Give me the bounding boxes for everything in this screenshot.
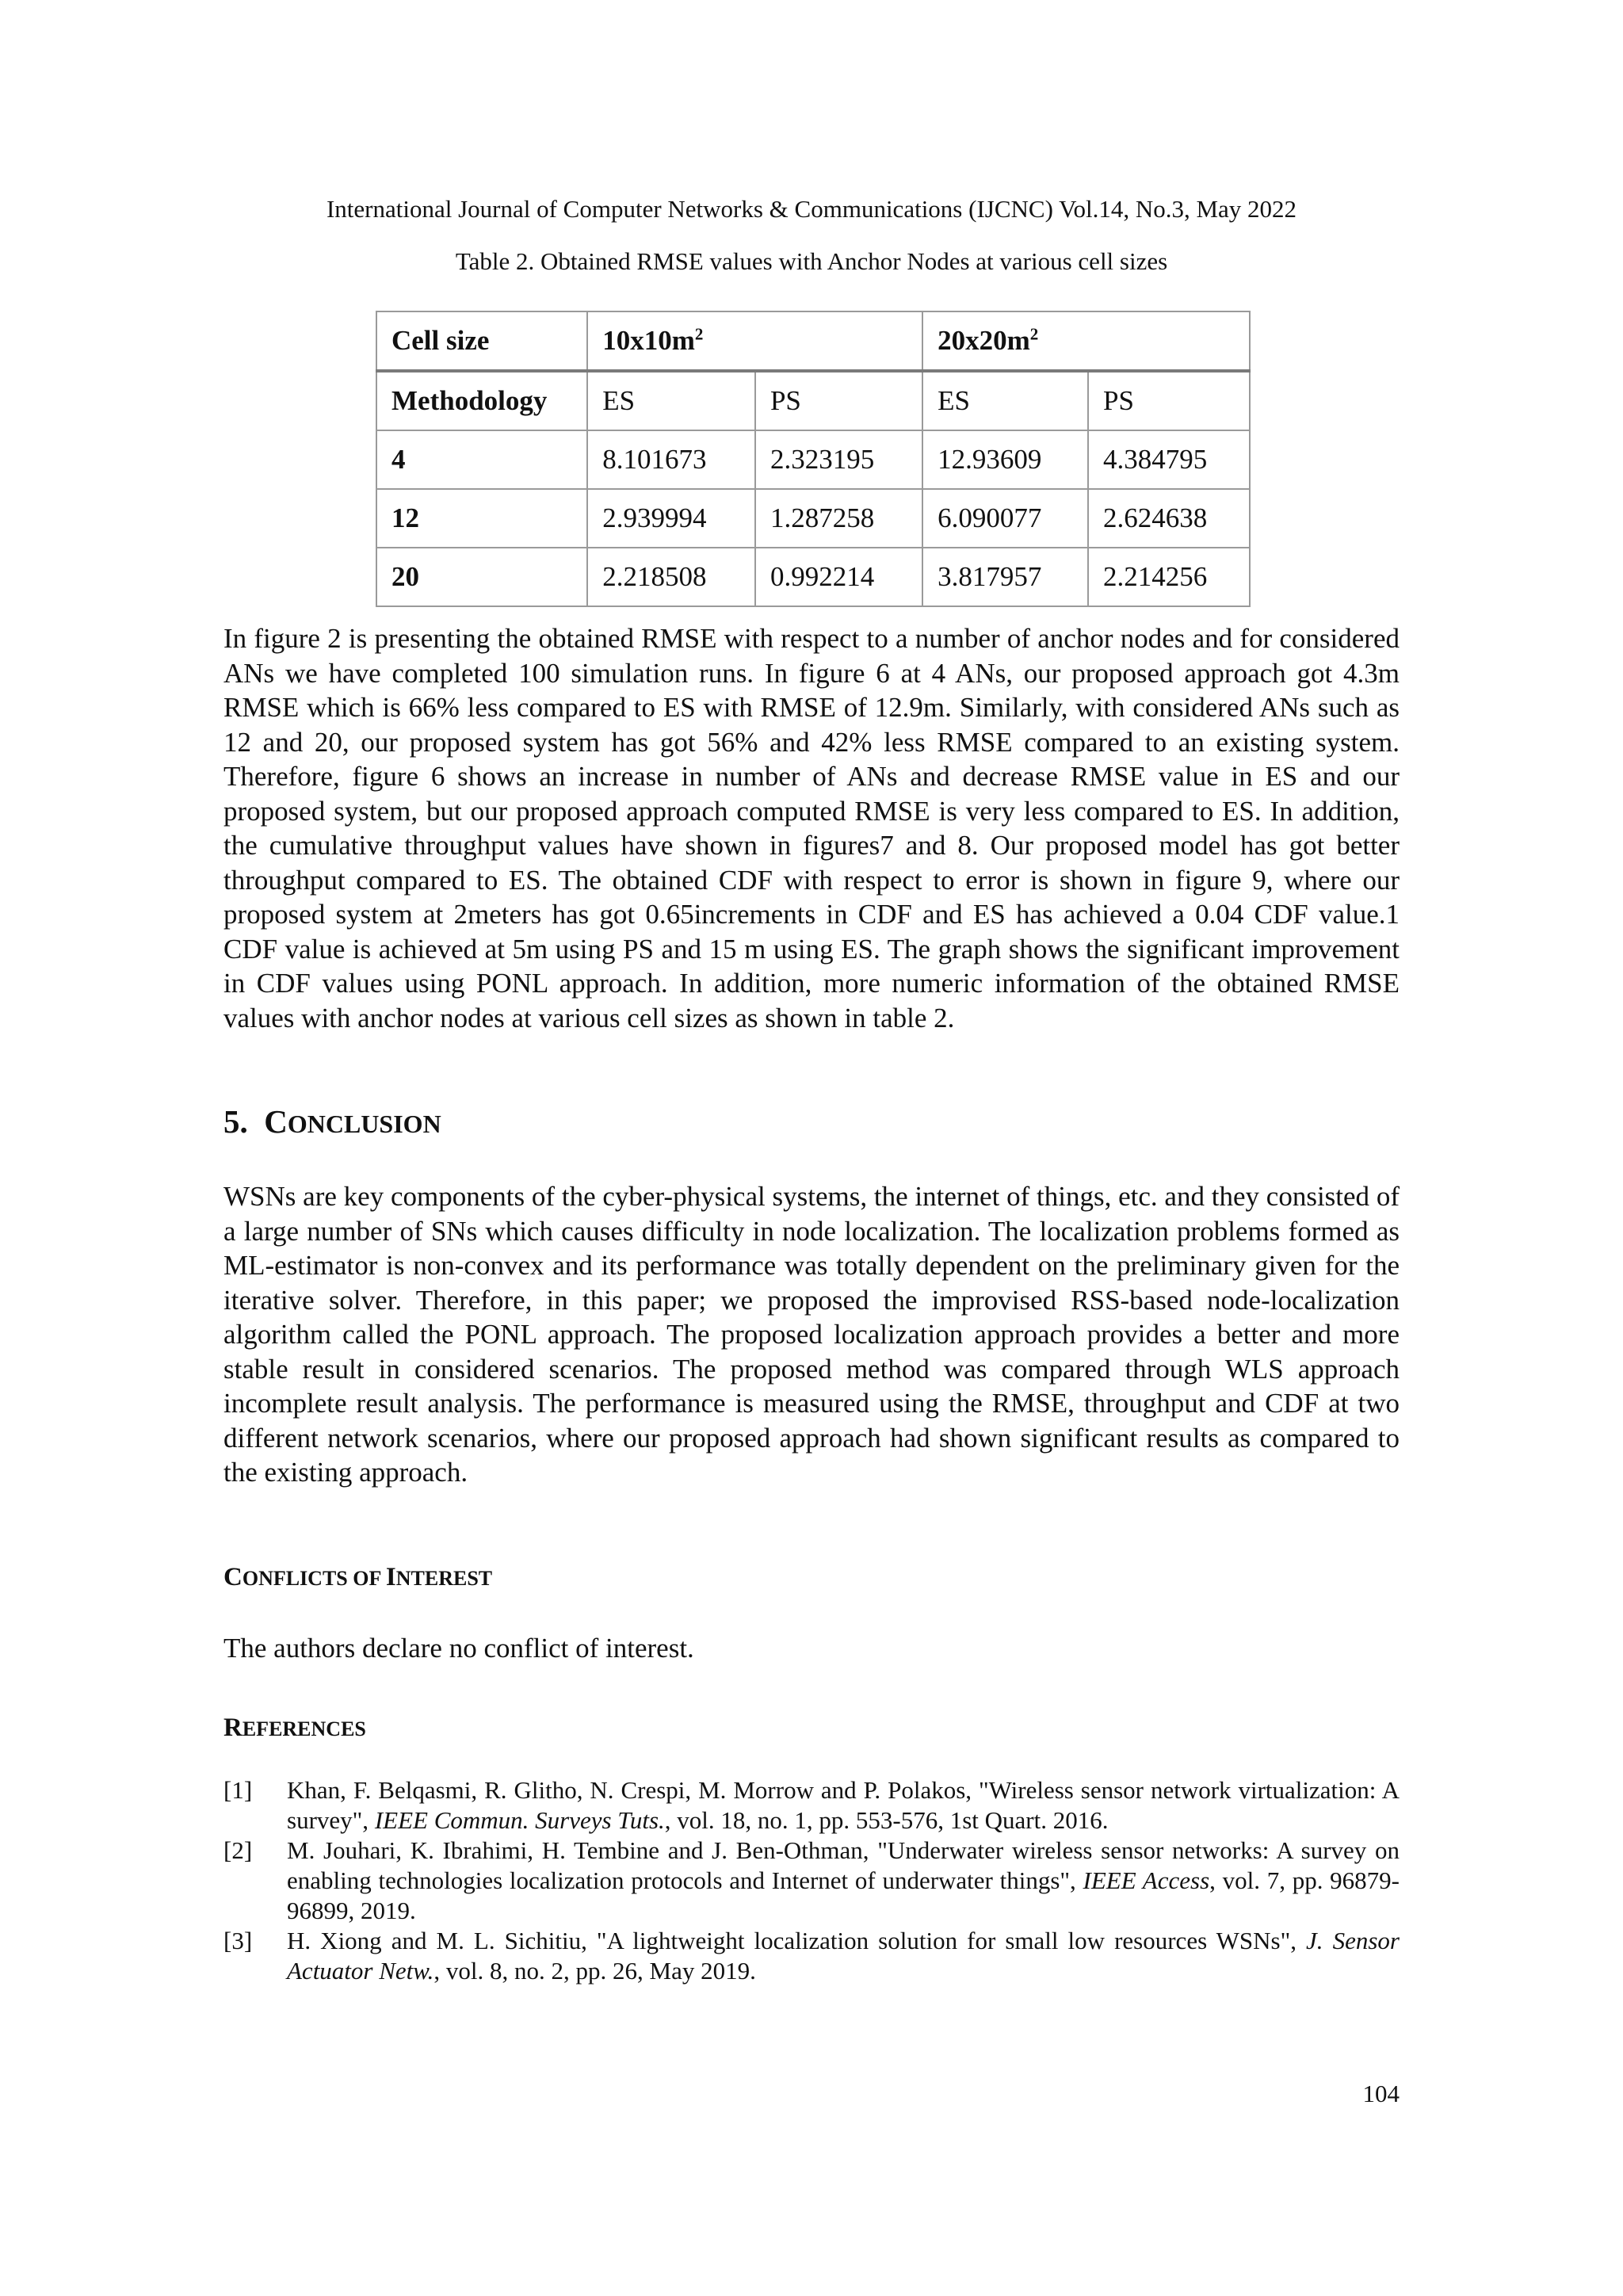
table-method-row: [376, 371, 1250, 430]
table-cell: 3.817957: [922, 548, 1088, 606]
group-a-header: [587, 311, 922, 371]
method-col: PS: [755, 371, 922, 430]
reference-number: [2]: [223, 1836, 253, 1864]
table-caption: Table 2. Obtained RMSE values with Anchor Nodes at various cell sizes: [455, 247, 1168, 275]
cell-size-label: Cell size: [376, 311, 587, 371]
heading-rest: ONFLICTS OF: [242, 1567, 386, 1590]
reference-venue: IEEE Commun. Surveys Tuts.: [374, 1806, 665, 1834]
conclusion-heading: [223, 1102, 441, 1144]
anchor-count: 20: [376, 548, 587, 606]
references-heading: [223, 1712, 366, 1745]
table-row: [376, 430, 1250, 489]
group-b-header: [922, 311, 1250, 371]
method-col: ES: [587, 371, 755, 430]
reference-item: [223, 1836, 1400, 1926]
reference-list: [223, 1775, 1400, 1986]
heading-initial: C: [223, 1563, 242, 1591]
methodology-label: Methodology: [376, 371, 587, 430]
table-cell: 2.214256: [1088, 548, 1250, 606]
table-cell: 2.939994: [587, 489, 755, 548]
heading-rest: EFERENCES: [242, 1717, 366, 1740]
section-number: 5.: [223, 1103, 248, 1140]
page-number: 104: [1362, 2080, 1400, 2107]
heading-initial: I: [385, 1563, 396, 1591]
table-cell: 6.090077: [922, 489, 1088, 548]
results-paragraph: In figure 2 is presenting the obtained RMSE with respect to a number of anchor nodes and for considered ANs we have completed 100 simulation runs. In figure 6 at 4 ANs, our proposed approach got 4.3m RMSE which is 66% less compared to ES with RMSE of 12.9m. Similarly, with considered ANs such as 12 and 20, our proposed system has got 56% and 42% less RMSE compared to an existing system. Therefore, figure 6 shows an increase in number of ANs and decrease RMSE value in ES and our proposed system, but our proposed approach computed RMSE is very less compared to ES. In addition, the cumulative throughput values have shown in figures7 and 8. Our proposed model has got better throughput compared to ES. The obtained CDF with respect to error is shown in figure 9, where our proposed system at 2meters has got 0.65increments in CDF and ES has achieved a 0.04 CDF value.1 CDF value is achieved at 5m using PS and 15 m using ES. The graph shows the significant improvement in CDF values using PONL approach. In addition, more numeric information of the obtained RMSE values with anchor nodes at various cell sizes as shown in table 2.: [223, 623, 1400, 1033]
reference-details: , vol. 18, no. 1, pp. 553-576, 1st Quart. 2016.: [664, 1806, 1109, 1834]
reference-venue: IEEE Access: [1083, 1866, 1210, 1894]
table-row: [376, 489, 1250, 548]
group-b-exp: 2: [1029, 324, 1039, 344]
group-b-base: 20x20m: [938, 325, 1030, 356]
reference-number: [3]: [223, 1927, 253, 1954]
reference-venue: J. Sensor Actuator Netw.: [287, 1927, 1400, 1985]
reference-text: M. Jouhari, K. Ibrahimi, H. Tembine and J. Ben-Othman, "Underwater wireless sensor networks: A survey on enabling technologies localization protocols and Internet of underwater things",: [287, 1836, 1400, 1894]
reference-number: [1]: [223, 1776, 253, 1804]
anchor-count: 4: [376, 430, 587, 489]
conflicts-heading: [223, 1561, 492, 1595]
table-cell: 8.101673: [587, 430, 755, 489]
reference-details: , vol. 7, pp. 96879-96899, 2019.: [287, 1866, 1400, 1924]
table-cell: 2.624638: [1088, 489, 1250, 548]
anchor-count: 12: [376, 489, 587, 548]
heading-rest: NTEREST: [395, 1567, 493, 1590]
method-col: PS: [1088, 371, 1250, 430]
reference-details: , vol. 8, no. 2, pp. 26, May 2019.: [433, 1957, 756, 1985]
heading-rest: ONCLUSION: [287, 1110, 441, 1138]
table-cell: 0.992214: [755, 548, 922, 606]
heading-initial: C: [264, 1103, 288, 1140]
group-a-base: 10x10m: [602, 325, 695, 356]
table-cell: 12.93609: [922, 430, 1088, 489]
reference-item: [223, 1926, 1400, 1986]
conflicts-statement: The authors declare no conflict of interest.: [223, 1633, 694, 1664]
table-header-row: [376, 311, 1250, 371]
reference-text: Khan, F. Belqasmi, R. Glitho, N. Crespi, M. Morrow and P. Polakos, "Wireless sensor network virtualization: A survey",: [287, 1776, 1400, 1834]
table-cell: 4.384795: [1088, 430, 1250, 489]
table-cell: 2.218508: [587, 548, 755, 606]
method-col: ES: [922, 371, 1088, 430]
reference-item: [223, 1775, 1400, 1836]
table-row: [376, 548, 1250, 606]
running-header: International Journal of Computer Networks & Communications (IJCNC) Vol.14, No.3, May 2022: [326, 195, 1297, 223]
table-cell: 1.287258: [755, 489, 922, 548]
rmse-table: [376, 311, 1251, 607]
heading-initial: R: [223, 1713, 242, 1742]
table-cell: 2.323195: [755, 430, 922, 489]
reference-text: H. Xiong and M. L. Sichitiu, "A lightweight localization solution for small low resources WSNs",: [287, 1927, 1307, 1954]
group-a-exp: 2: [694, 324, 704, 344]
conclusion-paragraph: WSNs are key components of the cyber-physical systems, the internet of things, etc. and they consisted of a large number of SNs which causes difficulty in node localization. The localization problems formed as ML-estimator is non-convex and its performance was totally dependent on the preliminary given for the iterative solver. Therefore, in this paper; we proposed the improvised RSS-based node-localization algorithm called the PONL approach. The proposed localization approach provides a better and more stable result in considered scenarios. The proposed method was compared through WLS approach incomplete result analysis. The performance is measured using the RMSE, throughput and CDF at two different network scenarios, where our proposed approach had shown significant results as compared to the existing approach.: [223, 1181, 1400, 1488]
